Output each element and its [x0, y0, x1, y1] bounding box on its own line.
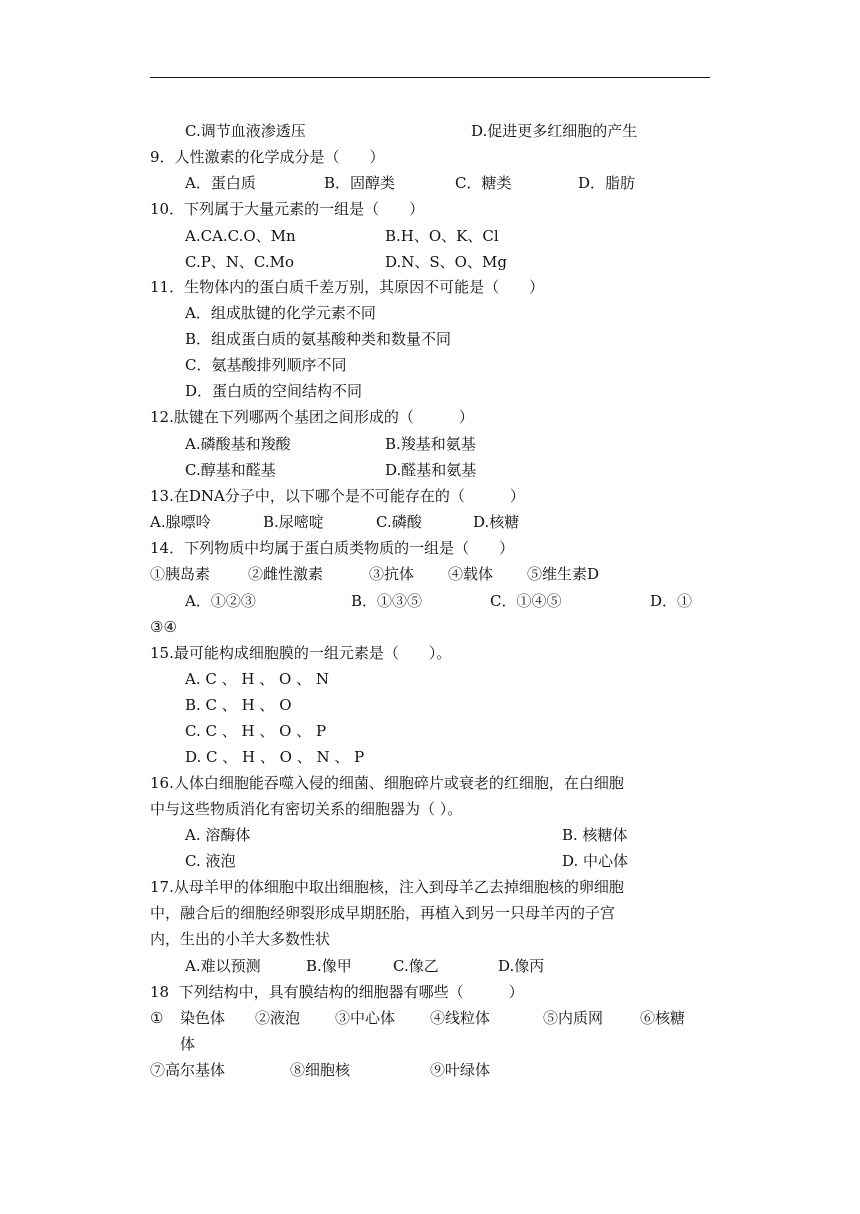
q14-item-3: ③抗体: [369, 565, 415, 583]
q14-item-5: ⑤维生素D: [527, 565, 600, 583]
q15-option-b: B. C 、 H 、 O: [185, 696, 292, 714]
q13-option-a: A.腺嘌呤: [150, 513, 211, 531]
q16-option-c: C. 液泡: [185, 852, 236, 870]
q9-option-c: C．糖类: [455, 174, 512, 192]
q14-item-1: ①胰岛素: [150, 565, 211, 583]
q14-option-a: A．①②③: [185, 592, 256, 610]
q9-option-b: B．固醇类: [324, 174, 396, 192]
q18-item-5: ⑤内质网: [543, 1009, 604, 1027]
q17-option-d: D.像丙: [498, 957, 545, 975]
q11-option-a: A．组成肽键的化学元素不同: [185, 304, 376, 322]
q18-item-1-marker: ①: [150, 1009, 164, 1027]
header-rule: [150, 77, 710, 78]
q16-stem-line2: 中与这些物质消化有密切关系的细胞器为（ ）。: [150, 800, 463, 818]
q17-option-c: C.像乙: [393, 957, 439, 975]
q16-option-b: B. 核糖体: [562, 826, 628, 844]
q9-option-d: D．脂肪: [578, 174, 636, 192]
q18-item-2: ②液泡: [255, 1009, 301, 1027]
q9-stem: 9．人性激素的化学成分是（ ）: [150, 148, 385, 166]
q10-option-a: A.CA.C.O、Mn: [185, 227, 296, 245]
q18-item-9: ⑨叶绿体: [430, 1061, 491, 1079]
q10-stem: 10．下列属于大量元素的一组是（ ）: [150, 200, 425, 218]
q11-stem: 11．生物体内的蛋白质千差万别，其原因不可能是（ ）: [150, 278, 545, 296]
q12-option-c: C.醇基和醛基: [185, 461, 276, 479]
q18-stem: 18 下列结构中，具有膜结构的细胞器有哪些（ ）: [150, 983, 524, 1001]
q11-option-c: C．氨基酸排列顺序不同: [185, 356, 347, 374]
q18-item-6-continued: 体: [180, 1035, 196, 1053]
q15-option-c: C. C 、 H 、 O 、 P: [185, 722, 327, 740]
q16-option-a: A. 溶酶体: [185, 826, 251, 844]
q14-stem: 14．下列物质中均属于蛋白质类物质的一组是（ ）: [150, 539, 515, 557]
q18-item-8: ⑧细胞核: [290, 1061, 351, 1079]
q15-stem: 15.最可能构成细胞膜的一组元素是（ ）。: [150, 644, 452, 662]
q14-option-b: B．①③⑤: [351, 592, 423, 610]
q17-stem-line3: 内，生出的小羊大多数性状: [150, 930, 331, 948]
q16-option-d: D. 中心体: [562, 852, 629, 870]
q14-item-4: ④载体: [448, 565, 494, 583]
q18-item-3: ③中心体: [335, 1009, 396, 1027]
q18-item-7: ⑦高尔基体: [150, 1061, 226, 1079]
q12-option-d: D.醛基和氨基: [385, 461, 477, 479]
q14-item-2: ②雌性激素: [248, 565, 324, 583]
q14-option-d-continued: ③④: [150, 618, 177, 636]
q17-option-a: A.难以预测: [185, 957, 261, 975]
q12-stem: 12.肽键在下列哪两个基团之间形成的（ ）: [150, 408, 474, 426]
q16-stem-line1: 16.人体白细胞能吞噬入侵的细菌、细胞碎片或衰老的红细胞，在白细胞: [150, 774, 624, 792]
q9-option-a: A．蛋白质: [185, 174, 256, 192]
q10-option-c: C.P、N、C.Mo: [185, 253, 295, 271]
q13-option-b: B.尿嘧啶: [263, 513, 324, 531]
q18-item-4: ④线粒体: [430, 1009, 491, 1027]
q17-stem-line2: 中，融合后的细胞经卵裂形成早期胚胎，再植入到另一只母羊丙的子宫: [150, 904, 616, 922]
q11-option-b: B．组成蛋白质的氨基酸种类和数量不同: [185, 330, 452, 348]
q12-option-b: B.羧基和氨基: [385, 435, 476, 453]
q10-option-d: D.N、S、O、Mg: [385, 253, 507, 271]
q13-option-d: D.核糖: [473, 513, 520, 531]
q17-stem-line1: 17.从母羊甲的体细胞中取出细胞核，注入到母羊乙去掉细胞核的卵细胞: [150, 878, 624, 896]
q15-option-a: A. C 、 H 、 O 、 N: [185, 670, 329, 688]
q12-option-a: A.磷酸基和羧酸: [185, 435, 291, 453]
q13-option-c: C.磷酸: [376, 513, 422, 531]
q17-option-b: B.像甲: [306, 957, 352, 975]
q13-stem: 13.在DNA分子中，以下哪个是不可能存在的（ ）: [150, 487, 525, 505]
q8-option-c: C.调节血液渗透压: [185, 122, 306, 140]
q10-option-b: B.H、O、K、Cl: [385, 227, 499, 245]
q18-item-1: 染色体: [180, 1009, 226, 1027]
q14-option-d: D．①: [650, 592, 693, 610]
q8-option-d: D.促进更多红细胞的产生: [471, 122, 638, 140]
q15-option-d: D. C 、 H 、 O 、 N 、 P: [185, 748, 365, 766]
q18-item-6: ⑥核糖: [640, 1009, 686, 1027]
q11-option-d: D．蛋白质的空间结构不同: [185, 382, 363, 400]
q14-option-c: C．①④⑤: [490, 592, 562, 610]
